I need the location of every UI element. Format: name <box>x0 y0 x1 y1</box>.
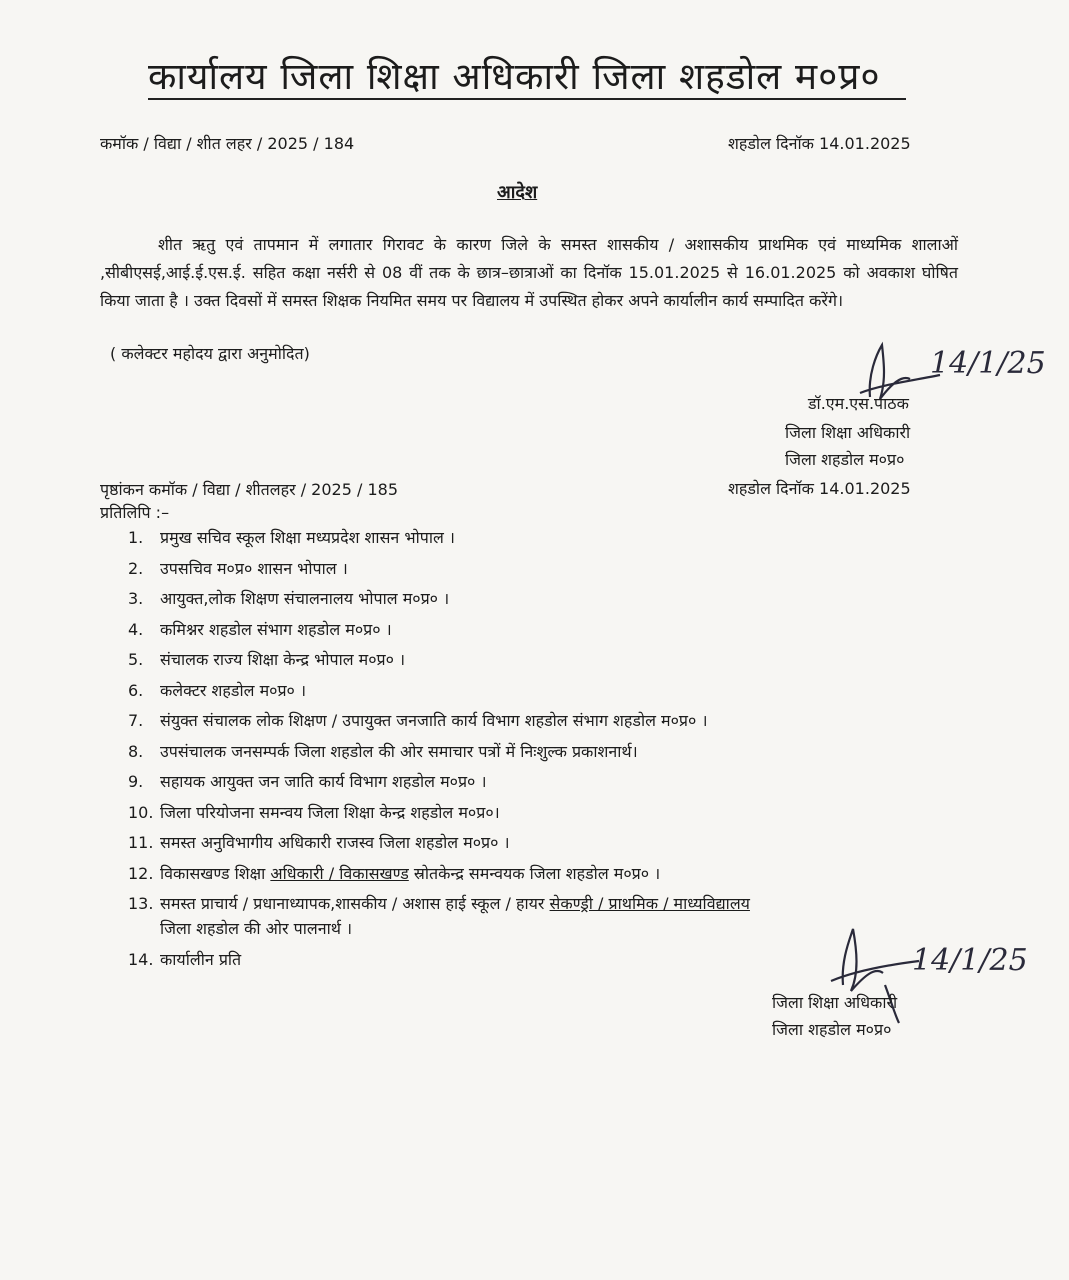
list-item: 1. प्रमुख सचिव स्कूल शिक्षा मध्यप्रदेश शासन भोपाल । <box>128 528 455 547</box>
signatory-place: जिला शहडोल म०प्र० <box>785 450 905 469</box>
endorsement-ref-number: पृष्ठांकन कमॉक / विद्या / शीतलहर / 2025 / 185 <box>100 480 399 499</box>
signatory-designation: जिला शिक्षा अधिकारी <box>772 993 898 1012</box>
endorsement-ref-date: शहडोल दिनॉक 14.01.2025 <box>728 479 911 498</box>
list-item: 9. सहायक आयुक्त जन जाति कार्य विभाग शहडोल म०प्र० । <box>128 772 487 791</box>
header-underline <box>148 98 906 100</box>
list-item: 8. उपसंचालक जनसम्पर्क जिला शहडोल की ओर समाचार पत्रों में निःशुल्क प्रकाशनार्थ। <box>128 741 638 761</box>
signature-2-handwritten-date: 14/1/25 <box>912 943 1028 978</box>
office-header-title: कार्यालय जिला शिक्षा अधिकारी जिला शहडोल म०प्र० <box>148 55 881 98</box>
collector-approval-note: ( कलेक्टर महोदय द्वारा अनुमोदित) <box>110 344 310 363</box>
list-item: 4. कमिश्नर शहडोल संभाग शहडोल म०प्र० । <box>128 619 392 639</box>
list-item: 2. उपसचिव म०प्र० शासन भोपाल । <box>128 558 348 578</box>
order-ref-date: शहडोल दिनॉक 14.01.2025 <box>728 134 911 153</box>
list-item: 3. आयुक्त,लोक शिक्षण संचालनालय भोपाल म०प्र० । <box>128 589 450 608</box>
signature-1-designation-block <box>785 419 910 473</box>
list-item: 7. संयुक्त संचालक लोक शिक्षण / उपायुक्त जनजाति कार्य विभाग शहडोल संभाग शहडोल म०प्र० । <box>128 711 708 730</box>
signatory-designation: जिला शिक्षा अधिकारी <box>785 423 911 442</box>
list-item: 13. समस्त प्राचार्य / प्रधानाध्यापक,शासकीय / अशास हाई स्कूल / हायर सेकण्ड्री / प्राथमिक / माध्यविद्यालय जिला शहडोल की ओर पालनार्थ । <box>128 894 750 938</box>
signature-2-block <box>772 989 897 1043</box>
order-heading: आदेश <box>497 182 538 203</box>
copy-to-label: प्रतिलिपि :– <box>100 503 170 522</box>
order-body-paragraph: शीत ऋतु एवं तापमान में लगातार गिरावट के कारण जिले के समस्त शासकीय / अशासकीय प्राथमिक एवं माध्यमिक शालाओं ,सीबीएसई,आई.ई.एस.ई. सहित कक्षा नर्सरी से 08 वीं तक के छात्र–छात्राओं का दिनॉक 15.01.2025 से 16.01.2025 को अवकाश घोषित किया जाता है । उक्त दिवसों में समस्त शिक्षक नियमित समय पर विद्यालय में उपस्थित होकर अपने कार्यालीन कार्य सम्पादित करेंगे। <box>100 235 958 310</box>
copy-recipient-list <box>128 528 750 980</box>
list-item: 6. कलेक्टर शहडोल म०प्र० । <box>128 680 307 700</box>
signatory-name: डॉ.एम.एस.पाठक <box>808 394 909 413</box>
list-item: 11. समस्त अनुविभागीय अधिकारी राजस्व जिला शहडोल म०प्र० । <box>128 833 510 852</box>
list-item: 14. कार्यालीन प्रति <box>128 949 242 969</box>
signature-1-block <box>808 390 909 417</box>
order-ref-number: कमॉक / विद्या / शीत लहर / 2025 / 184 <box>100 134 355 153</box>
list-item: 12. विकासखण्ड शिक्षा अधिकारी / विकासखण्ड स्रोतकेन्द्र समन्वयक जिला शहडोल म०प्र० । <box>128 863 661 883</box>
list-item: 10. जिला परियोजना समन्वय जिला शिक्षा केन्द्र शहडोल म०प्र०। <box>128 802 500 822</box>
signatory-place: जिला शहडोल म०प्र० <box>772 1020 892 1039</box>
list-item: 5. संचालक राज्य शिक्षा केन्द्र भोपाल म०प्र० । <box>128 650 406 669</box>
signature-1-handwritten-date: 14/1/25 <box>930 346 1046 381</box>
